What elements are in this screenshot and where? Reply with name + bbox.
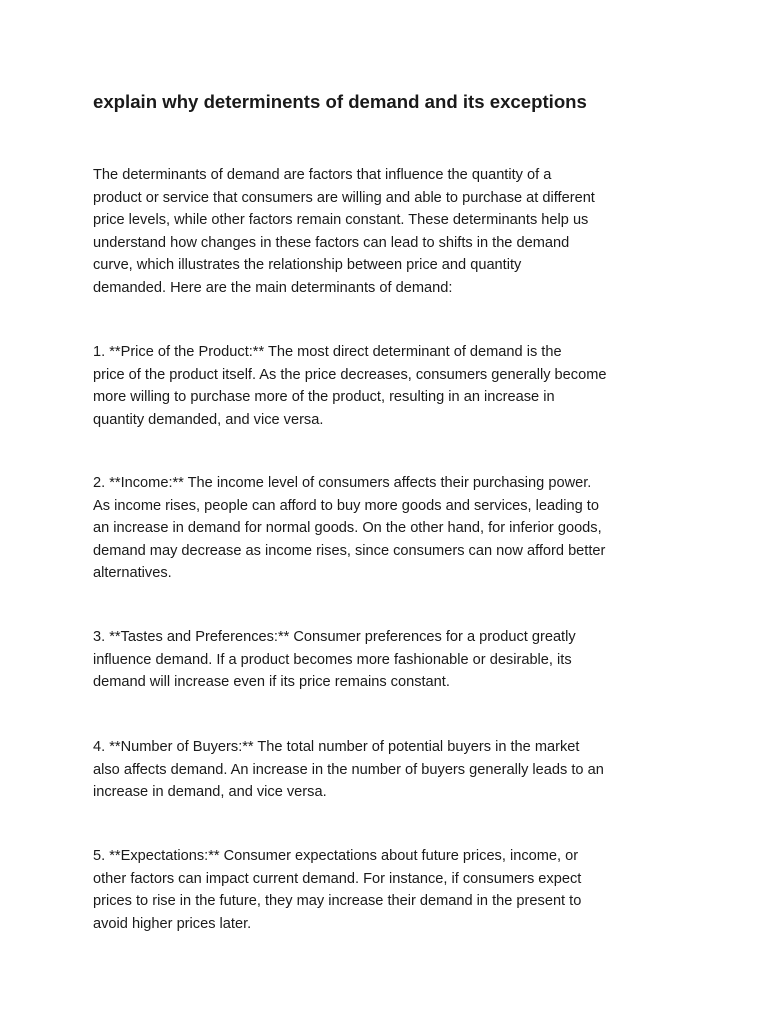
text-line: demand will increase even if its price remains constant. xyxy=(93,674,450,690)
determinant-item-expectations xyxy=(93,845,693,935)
text-line: price levels, while other factors remain constant. These determinants help us xyxy=(93,212,589,228)
text-line: avoid higher prices later. xyxy=(93,915,252,932)
determinant-item-buyers xyxy=(93,736,693,804)
text-line: alternatives. xyxy=(93,565,172,581)
text-line: price of the product itself. As the price decreases, consumers generally become xyxy=(93,366,607,383)
document-title: explain why determinents of demand and its exceptions xyxy=(93,91,587,112)
text-line: 1. **Price of the Product:** The most direct determinant of demand is the xyxy=(93,344,562,360)
text-line: influence demand. If a product becomes more fashionable or desirable, its xyxy=(93,651,572,668)
text-line: also affects demand. An increase in the number of buyers generally leads to an xyxy=(93,761,604,778)
text-line: quantity demanded, and vice versa. xyxy=(93,411,324,428)
text-line: increase in demand, and vice versa. xyxy=(93,784,327,800)
text-line: an increase in demand for normal goods. On the other hand, for inferior goods, xyxy=(93,520,602,536)
text-line: 5. **Expectations:** Consumer expectations about future prices, income, or xyxy=(93,848,579,864)
text-line: 2. **Income:** The income level of consumers affects their purchasing power. xyxy=(93,475,592,491)
intro-paragraph xyxy=(93,164,693,299)
text-line: demanded. Here are the main determinants of demand: xyxy=(93,279,453,296)
text-line: 4. **Number of Buyers:** The total number of potential buyers in the market xyxy=(93,739,580,755)
text-line: other factors can impact current demand. For instance, if consumers expect xyxy=(93,870,582,887)
text-line: demand may decrease as income rises, since consumers can now afford better xyxy=(93,542,606,559)
text-line: product or service that consumers are willing and able to purchase at different xyxy=(93,189,595,206)
text-line: As income rises, people can afford to buy more goods and services, leading to xyxy=(93,497,599,514)
text-line: understand how changes in these factors can lead to shifts in the demand xyxy=(93,234,570,251)
text-line: prices to rise in the future, they may increase their demand in the present to xyxy=(93,893,582,909)
text-line: 3. **Tastes and Preferences:** Consumer preferences for a product greatly xyxy=(93,629,576,645)
text-line: curve, which illustrates the relationship between price and quantity xyxy=(93,257,522,273)
text-line: The determinants of demand are factors that influence the quantity of a xyxy=(93,167,552,183)
determinant-item-price xyxy=(93,341,693,431)
text-line: more willing to purchase more of the product, resulting in an increase in xyxy=(93,389,555,405)
determinant-item-income xyxy=(93,472,693,585)
determinant-item-tastes xyxy=(93,626,693,694)
